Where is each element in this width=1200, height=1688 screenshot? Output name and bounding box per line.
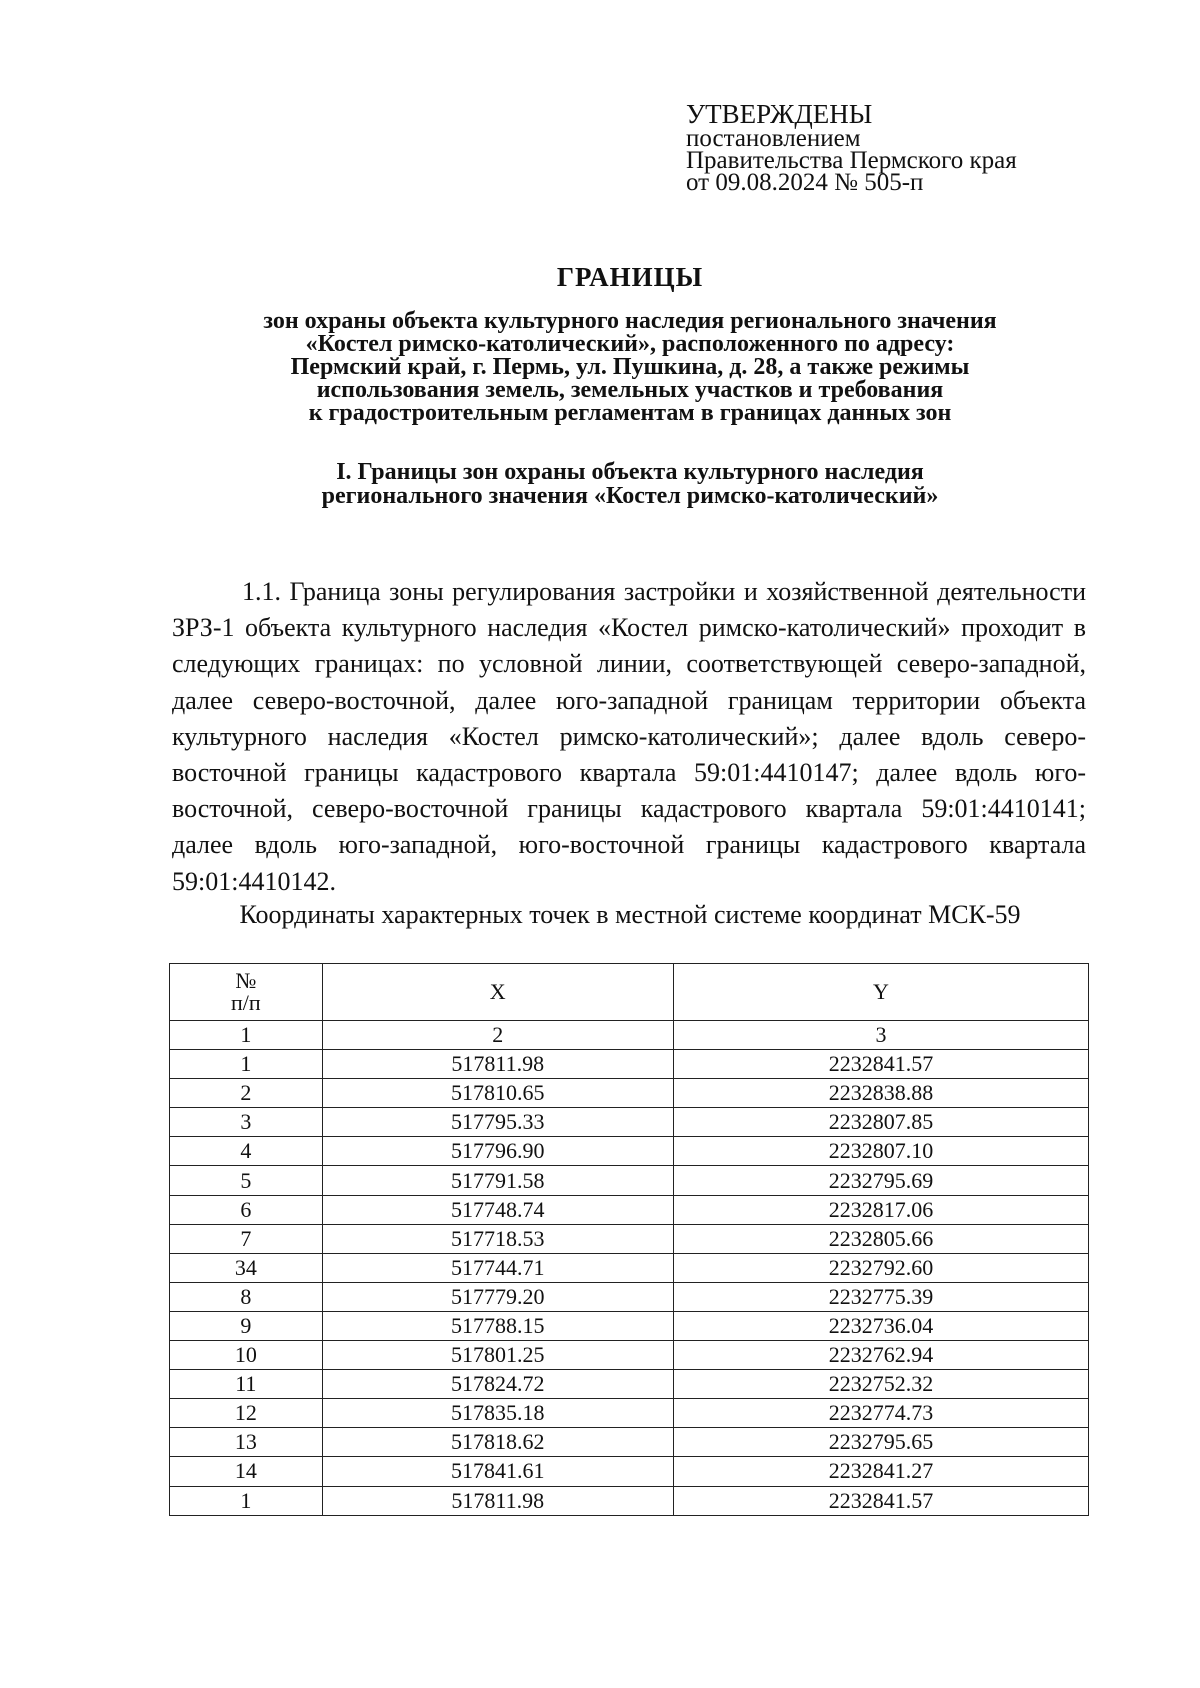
- y-coordinate-cell: 2232774.73: [673, 1399, 1088, 1428]
- coordinates-table: [169, 963, 1089, 1516]
- table-row: [170, 1428, 1089, 1457]
- column-number-3: 3: [673, 1021, 1088, 1050]
- x-coordinate-cell: 517801.25: [322, 1341, 673, 1370]
- document-title: ГРАНИЦЫ: [556, 262, 704, 292]
- table-header-row: [170, 964, 1089, 1021]
- point-number-cell: 8: [170, 1282, 323, 1311]
- point-number-cell: 5: [170, 1166, 323, 1195]
- table-row: [170, 1370, 1089, 1399]
- y-coordinate-cell: 2232817.06: [673, 1195, 1088, 1224]
- document-subtitle-line-2: «Костел римско-католический», расположенного по адресу:: [305, 331, 955, 357]
- y-coordinate-cell: 2232775.39: [673, 1282, 1088, 1311]
- y-coordinate-cell: 2232838.88: [673, 1079, 1088, 1108]
- point-number-cell: 12: [170, 1399, 323, 1428]
- header-x: X: [322, 964, 673, 1021]
- y-coordinate-cell: 2232795.65: [673, 1428, 1088, 1457]
- x-coordinate-cell: 517795.33: [322, 1108, 673, 1137]
- point-number-cell: 9: [170, 1311, 323, 1340]
- header-number: [170, 964, 323, 1021]
- table-caption: Координаты характерных точек в местной системе координат МСК-59: [239, 900, 1021, 929]
- column-number-2: 2: [322, 1021, 673, 1050]
- x-coordinate-cell: 517788.15: [322, 1311, 673, 1340]
- point-number-cell: 2: [170, 1079, 323, 1108]
- point-number-cell: 11: [170, 1370, 323, 1399]
- x-coordinate-cell: 517835.18: [322, 1399, 673, 1428]
- x-coordinate-cell: 517718.53: [322, 1224, 673, 1253]
- section-heading: [150, 460, 1110, 508]
- point-number-cell: 3: [170, 1108, 323, 1137]
- y-coordinate-cell: 2232792.60: [673, 1253, 1088, 1282]
- x-coordinate-cell: 517841.61: [322, 1457, 673, 1486]
- y-coordinate-cell: 2232736.04: [673, 1311, 1088, 1340]
- header-number-symbol: №: [235, 968, 257, 993]
- column-number-1: 1: [170, 1021, 323, 1050]
- point-number-cell: 14: [170, 1457, 323, 1486]
- table-row: [170, 1166, 1089, 1195]
- table-row: [170, 1457, 1089, 1486]
- x-coordinate-cell: 517811.98: [322, 1486, 673, 1515]
- approval-title: УТВЕРЖДЕНЫ: [686, 99, 873, 129]
- y-coordinate-cell: 2232841.57: [673, 1050, 1088, 1079]
- y-coordinate-cell: 2232807.10: [673, 1137, 1088, 1166]
- header-number-abbrev: п/п: [230, 990, 261, 1015]
- table-row: [170, 1341, 1089, 1370]
- y-coordinate-cell: 2232841.57: [673, 1486, 1088, 1515]
- x-coordinate-cell: 517810.65: [322, 1079, 673, 1108]
- document-subtitle-line-5: к градостроительным регламентам в границах данных зон: [308, 400, 952, 426]
- y-coordinate-cell: 2232807.85: [673, 1108, 1088, 1137]
- point-number-cell: 4: [170, 1137, 323, 1166]
- table-row: [170, 1195, 1089, 1224]
- header-y: Y: [673, 964, 1088, 1021]
- table-row: [170, 1079, 1089, 1108]
- point-number-cell: 34: [170, 1253, 323, 1282]
- approval-line-2: Правительства Пермского края: [686, 147, 1017, 174]
- x-coordinate-cell: 517779.20: [322, 1282, 673, 1311]
- document-subtitle-line-4: использования земель, земельных участков и требования: [316, 377, 944, 403]
- table-row: [170, 1050, 1089, 1079]
- approval-line-1: постановлением: [686, 125, 861, 152]
- approval-line-3: от 09.08.2024 № 505-п: [686, 169, 924, 196]
- x-coordinate-cell: 517811.98: [322, 1050, 673, 1079]
- table-row: [170, 1108, 1089, 1137]
- x-coordinate-cell: 517748.74: [322, 1195, 673, 1224]
- point-number-cell: 6: [170, 1195, 323, 1224]
- table-row: [170, 1253, 1089, 1282]
- point-number-cell: 7: [170, 1224, 323, 1253]
- point-number-cell: 1: [170, 1486, 323, 1515]
- column-number-row: [170, 1021, 1089, 1050]
- x-coordinate-cell: 517744.71: [322, 1253, 673, 1282]
- x-coordinate-cell: 517796.90: [322, 1137, 673, 1166]
- approval-stamp: [686, 100, 1017, 194]
- section-heading-line-2: регионального значения «Костел римско-католический»: [321, 483, 939, 509]
- y-coordinate-cell: 2232752.32: [673, 1370, 1088, 1399]
- point-number-cell: 10: [170, 1341, 323, 1370]
- y-coordinate-cell: 2232841.27: [673, 1457, 1088, 1486]
- table-row: [170, 1282, 1089, 1311]
- table-row: [170, 1311, 1089, 1340]
- table-row: [170, 1137, 1089, 1166]
- y-coordinate-cell: 2232795.69: [673, 1166, 1088, 1195]
- section-heading-line-1: I. Границы зон охраны объекта культурного наследия: [336, 459, 924, 485]
- table-row: [170, 1399, 1089, 1428]
- document-subtitle-line-3: Пермский край, г. Пермь, ул. Пушкина, д. 28, а также режимы: [290, 354, 970, 380]
- x-coordinate-cell: 517818.62: [322, 1428, 673, 1457]
- point-number-cell: 1: [170, 1050, 323, 1079]
- table-row: [170, 1486, 1089, 1515]
- table-row: [170, 1224, 1089, 1253]
- x-coordinate-cell: 517824.72: [322, 1370, 673, 1399]
- document-subtitle-line-1: зон охраны объекта культурного наследия регионального значения: [263, 308, 997, 334]
- y-coordinate-cell: 2232762.94: [673, 1341, 1088, 1370]
- point-number-cell: 13: [170, 1428, 323, 1457]
- x-coordinate-cell: 517791.58: [322, 1166, 673, 1195]
- y-coordinate-cell: 2232805.66: [673, 1224, 1088, 1253]
- document-title-block: [150, 262, 1110, 425]
- boundary-description-paragraph: 1.1. Граница зоны регулирования застройки и хозяйственной деятельности ЗРЗ-1 объекта культурного наследия «Костел римско-католический» проходит в следующих границах: по условной линии, соответствующей северо-западной, далее северо-восточной, далее юго-западной границам территории объекта культурного наследия «Костел римско-католический»; далее вдоль северо-восточной границы кадастрового квартала 59:01:4410147; далее вдоль юго-восточной, северо-восточной границы кадастрового квартала 59:01:4410141; далее вдоль юго-западной, юго-восточной границы кадастрового квартала 59:01:4410142.: [172, 577, 1086, 896]
